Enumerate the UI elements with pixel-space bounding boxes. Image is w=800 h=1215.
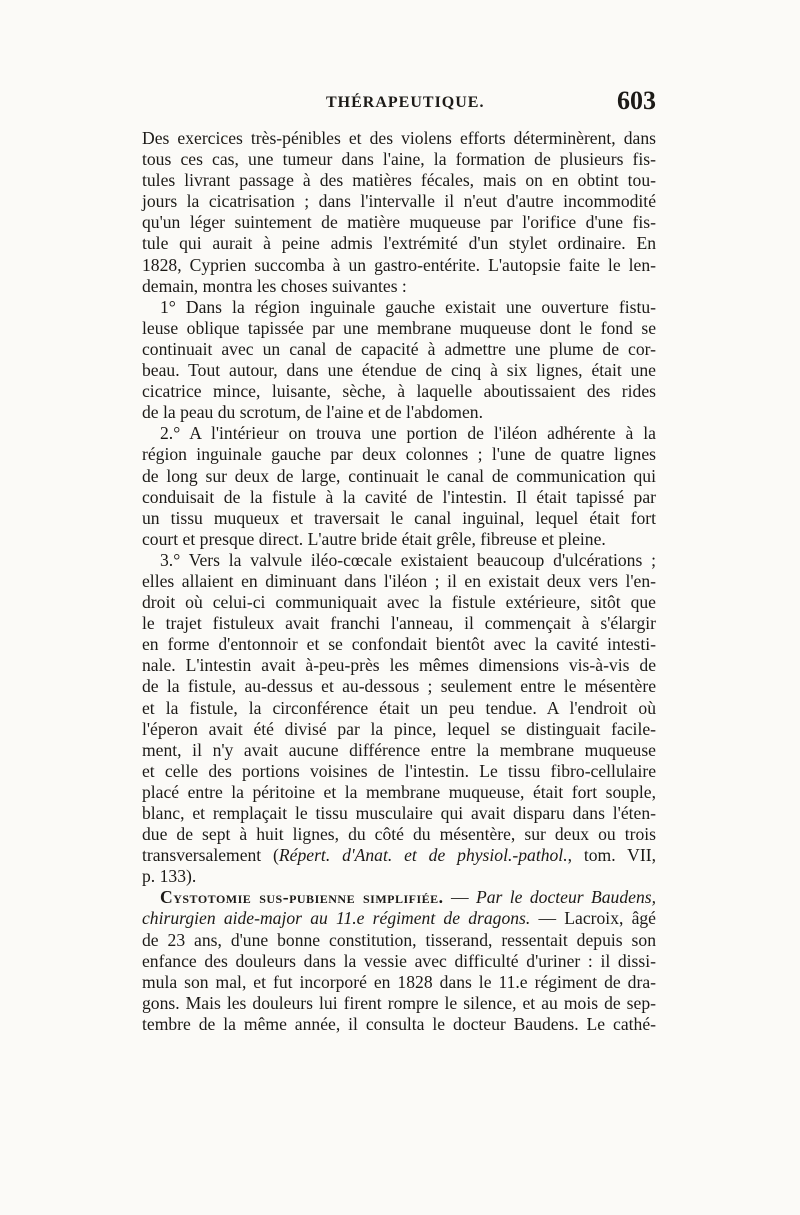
text-line: conduisait de la fistule à la cavité de l'intestin. Il était tapissé par	[142, 486, 656, 507]
text-line: Des exercices très-pénibles et des violens efforts déterminèrent, dans	[142, 128, 656, 148]
citation-volume: , tom. VII,	[567, 845, 656, 866]
text-line: 2.° A l'intérieur on trouva une portion de l'iléon adhérente à la	[160, 423, 656, 444]
text-line: un tissu muqueux et traversait le canal inguinal, lequel était fort	[142, 507, 656, 528]
text-line: droit où celui-ci communiquait avec la fistule extérieure, sitôt que	[142, 592, 656, 613]
text-line: et la fistule, la circonférence était un peu tendue. A l'endroit où	[142, 697, 656, 718]
text-line: tembre de la même année, il consulta le docteur Baudens. Le cathé-	[142, 1013, 656, 1034]
running-head: THÉRAPEUTIQUE.	[326, 94, 485, 111]
text-line: de long sur deux de large, continuait le canal de communication qui	[142, 465, 656, 486]
citation-lead: transversalement (	[142, 845, 279, 866]
text-line: jours la cicatrisation ; dans l'intervalle il n'eut d'autre incommodité	[142, 191, 656, 212]
text-line: mula son mal, et fut incorporé en 1828 dans le 11.e régiment de dra-	[142, 971, 656, 992]
article-byline-line	[142, 908, 656, 929]
text-line: ment, il n'y avait aucune différence entre la membrane muqueuse	[142, 739, 656, 760]
text-line: due de sept à huit lignes, du côté du mésentère, sur deux ou trois	[142, 824, 656, 845]
text-line: 1828, Cyprien succomba à un gastro-entérite. L'autopsie faite le len-	[142, 254, 656, 275]
text-line: de la fistule, au-dessus et au-dessous ; seulement entre le mésentère	[142, 676, 656, 697]
text-line: de 23 ans, d'une bonne constitution, tisserand, ressentait depuis son	[142, 929, 656, 950]
text-line: placé entre la péritoine et la membrane muqueuse, était fort souple,	[142, 781, 656, 802]
text-line: tous ces cas, une tumeur dans l'aine, la formation de plusieurs fis-	[142, 149, 656, 170]
text-line: blanc, et remplaçait le tissu musculaire qui avait disparu dans l'éten-	[142, 803, 656, 823]
page-number: 603	[617, 86, 656, 115]
article-title: Cystotomie sus-pubienne simplifiée.	[160, 887, 444, 908]
text-line: qu'un léger suintement de matière muqueuse par l'orifice d'une fis-	[142, 212, 656, 233]
text-line: continuait avec un canal de capacité à admettre une plume de cor-	[142, 338, 656, 359]
article-heading-line	[142, 887, 656, 908]
text-line: l'éperon avait été divisé par la pince, lequel se distinguait facile-	[142, 718, 656, 739]
text-line: en forme d'entonnoir et se confondait bientôt avec la cavité intesti-	[142, 634, 656, 655]
text-line: p. 133).	[142, 866, 197, 887]
article-author: Par le docteur Baudens,	[475, 887, 656, 908]
text-line: nale. L'intestin avait à-peu-près les mêmes dimensions vis-à-vis de	[142, 655, 656, 676]
text-line: cicatrice mince, luisante, sèche, à laquelle aboutissaient des rides	[142, 381, 656, 402]
text-line: beau. Tout autour, dans une étendue de cinq à six lignes, était une	[142, 360, 656, 381]
page-header	[142, 86, 656, 124]
text-line: 3.° Vers la valvule iléo-cœcale existaient beaucoup d'ulcérations ;	[160, 549, 656, 570]
citation-line	[142, 845, 656, 866]
body-text	[142, 128, 656, 1035]
text-line: demain, montra les choses suivantes :	[142, 275, 407, 296]
citation-title: Répert. d'Anat. et de physiol.-pathol.	[278, 845, 568, 866]
text-line: court et presque direct. L'autre bride était grêle, fibreuse et pleine.	[142, 528, 606, 549]
text-line: tules livrant passage à des matières fécales, mais on en obtint tou-	[142, 170, 656, 191]
text-line: tule qui aurait à peine admis l'extrémité d'un stylet ordinaire. En	[142, 233, 656, 254]
text-line: leuse oblique tapissée par une membrane muqueuse dont le fond se	[142, 317, 656, 338]
text-line: et celle des portions voisines de l'intestin. Le tissu fibro-cellulaire	[142, 760, 656, 781]
text-line: le trajet fistuleux avait franchi l'anneau, il commençait à s'élargir	[142, 613, 656, 634]
text-line: de la peau du scrotum, de l'aine et de l'abdomen.	[142, 402, 483, 423]
text-line: elles allaient en diminuant dans l'iléon ; il en existait deux vers l'en-	[142, 570, 656, 591]
text-line: région inguinale gauche par deux colonnes ; l'une de quatre lignes	[142, 444, 656, 465]
dash: —	[443, 887, 476, 908]
text-line: enfance des douleurs dans la vessie avec difficulté d'uriner : il dissi-	[142, 950, 656, 971]
text-line: gons. Mais les douleurs lui firent rompre le silence, et au mois de sep-	[142, 992, 656, 1013]
text-line: 1° Dans la région inguinale gauche existait une ouverture fistu-	[160, 296, 656, 317]
author-role: chirurgien aide-major au 11.e régiment de dragons.	[142, 908, 531, 929]
text-fragment: — Lacroix, âgé	[530, 908, 656, 929]
